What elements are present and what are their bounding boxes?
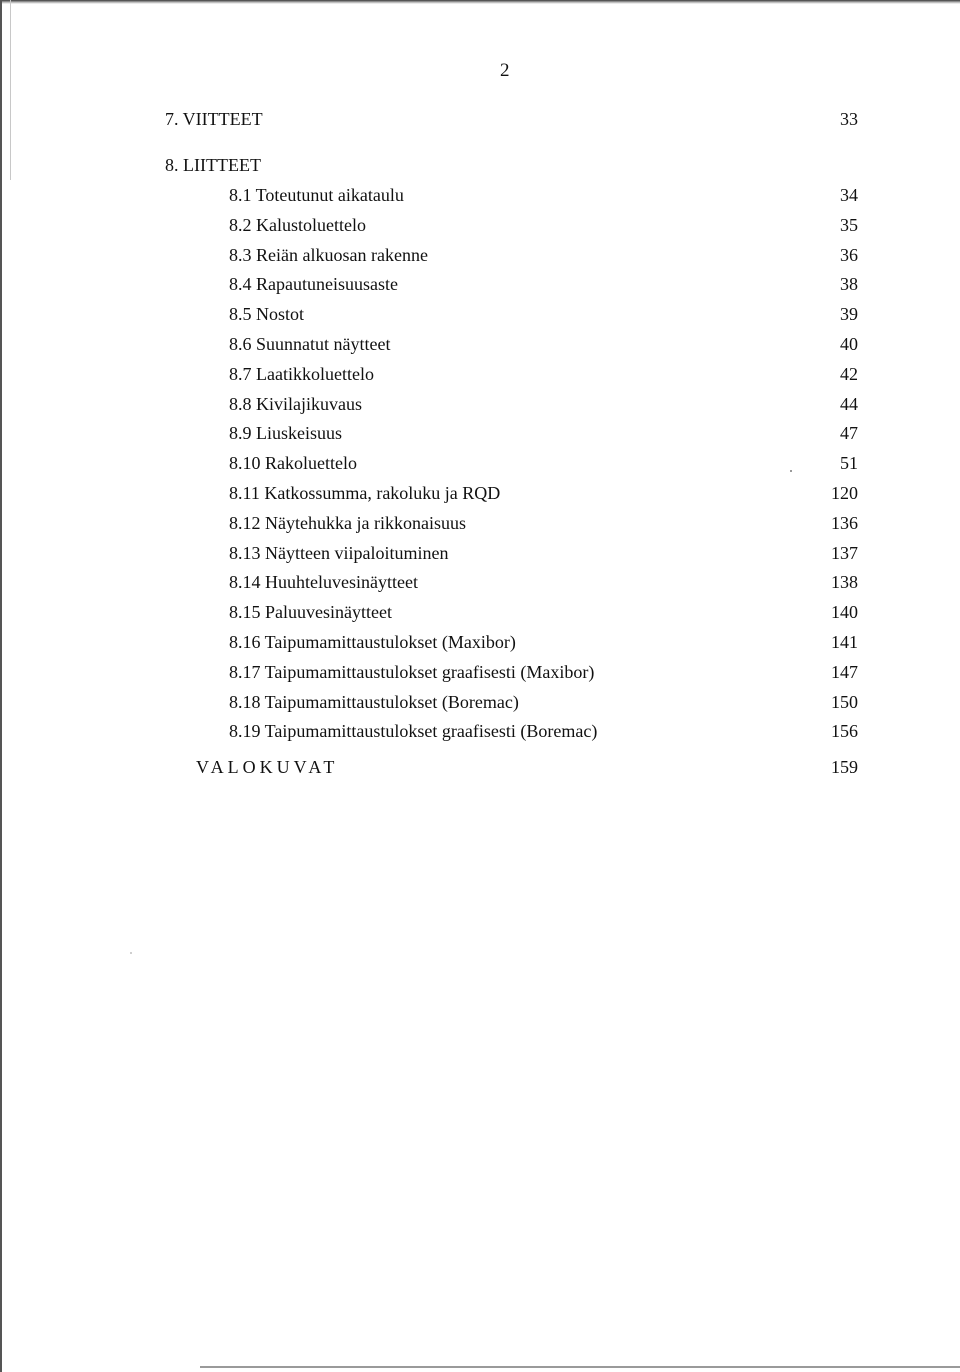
toc-entry[interactable]: [0, 689, 960, 715]
toc-entry-page: 137: [831, 543, 858, 563]
toc-entry-page: 138: [831, 572, 858, 592]
toc-entry-label: 8.13 Näytteen viipaloituminen: [229, 543, 449, 563]
toc-entry-label: 8.8 Kivilajikuvaus: [229, 394, 362, 414]
toc-entry-page: 34: [840, 185, 858, 205]
toc-entry-page: 44: [840, 394, 858, 414]
toc-entry-label: 8.16 Taipumamittaustulokset (Maxibor): [229, 632, 516, 652]
toc-entry-label: 8.6 Suunnatut näytteet: [229, 334, 391, 354]
toc-entry-valokuvat[interactable]: [0, 754, 960, 780]
toc-entry[interactable]: [0, 629, 960, 655]
toc-entry-label: 8.14 Huuhteluvesinäytteet: [229, 572, 418, 592]
toc-entry[interactable]: [0, 569, 960, 595]
toc-entry-label: 8.10 Rakoluettelo: [229, 453, 357, 473]
toc-entry[interactable]: [0, 718, 960, 744]
toc-entry-label: 8.2 Kalustoluettelo: [229, 215, 366, 235]
toc-entry-page: 42: [840, 364, 858, 384]
toc-entry-page: 156: [831, 721, 858, 741]
toc-entry[interactable]: [0, 420, 960, 446]
toc-entry-page: 140: [831, 602, 858, 622]
toc-entry-page: 38: [840, 274, 858, 294]
toc-entry-label: 8.19 Taipumamittaustulokset graafisesti (Boremac): [229, 721, 598, 741]
toc-entry-page: 120: [831, 483, 858, 503]
toc-entry-page: 39: [840, 304, 858, 324]
toc-entry-page: 36: [840, 245, 858, 265]
toc-entry-label: 8.3 Reiän alkuosan rakenne: [229, 245, 428, 265]
toc-entry[interactable]: [0, 510, 960, 536]
toc-entry-viitteet[interactable]: [0, 106, 960, 132]
toc-entry-label: 8.9 Liuskeisuus: [229, 423, 343, 443]
toc-entry-label: 8.15 Paluuvesinäytteet: [229, 602, 392, 622]
scan-edge-bottom: [200, 1366, 960, 1368]
toc-entry-label: 8.5 Nostot: [229, 304, 305, 324]
toc-entry[interactable]: [0, 450, 960, 476]
toc-entry-label: 7. VIITTEET: [165, 109, 263, 129]
toc-entry-page: 51: [840, 453, 858, 473]
page-number: 2: [500, 60, 510, 81]
scan-speck: [130, 952, 132, 954]
toc-entry-page: 47: [840, 423, 858, 443]
toc-entry[interactable]: [0, 599, 960, 625]
toc-entry-label: 8.12 Näytehukka ja rikkonaisuus: [229, 513, 466, 533]
toc-entry-page: 141: [831, 632, 858, 652]
toc-entry[interactable]: [0, 659, 960, 685]
toc-entry[interactable]: [0, 540, 960, 566]
toc-entry-label: 8.4 Rapautuneisuusaste: [229, 274, 398, 294]
toc-entry-page: 159: [831, 757, 858, 777]
toc-entry-page: 150: [831, 692, 858, 712]
toc-entry[interactable]: [0, 480, 960, 506]
toc-heading-liitteet[interactable]: [0, 152, 960, 178]
toc-entry[interactable]: [0, 242, 960, 268]
toc-entry-page: 33: [840, 109, 858, 129]
toc-entry-label: 8. LIITTEET: [165, 155, 261, 175]
toc-entry[interactable]: [0, 331, 960, 357]
toc-entry-page: 35: [840, 215, 858, 235]
toc-entry[interactable]: [0, 391, 960, 417]
toc-entry-label: VALOKUVAT: [196, 757, 339, 777]
toc-entry-page: 136: [831, 513, 858, 533]
scan-edge-top: [0, 0, 960, 4]
toc-entry-label: 8.18 Taipumamittaustulokset (Boremac): [229, 692, 519, 712]
toc-entry[interactable]: [0, 301, 960, 327]
toc-entry-label: 8.7 Laatikkoluettelo: [229, 364, 374, 384]
toc-entry-page: 147: [831, 662, 858, 682]
toc-entry-label: 8.1 Toteutunut aikataulu: [229, 185, 404, 205]
toc-entry-label: 8.11 Katkossumma, rakoluku ja RQD: [229, 483, 501, 503]
toc-entry[interactable]: [0, 271, 960, 297]
toc-entry-page: 40: [840, 334, 858, 354]
toc-entry[interactable]: [0, 361, 960, 387]
toc-entry[interactable]: [0, 212, 960, 238]
toc-entry-label: 8.17 Taipumamittaustulokset graafisesti (Maxibor): [229, 662, 595, 682]
toc-entry[interactable]: [0, 182, 960, 208]
